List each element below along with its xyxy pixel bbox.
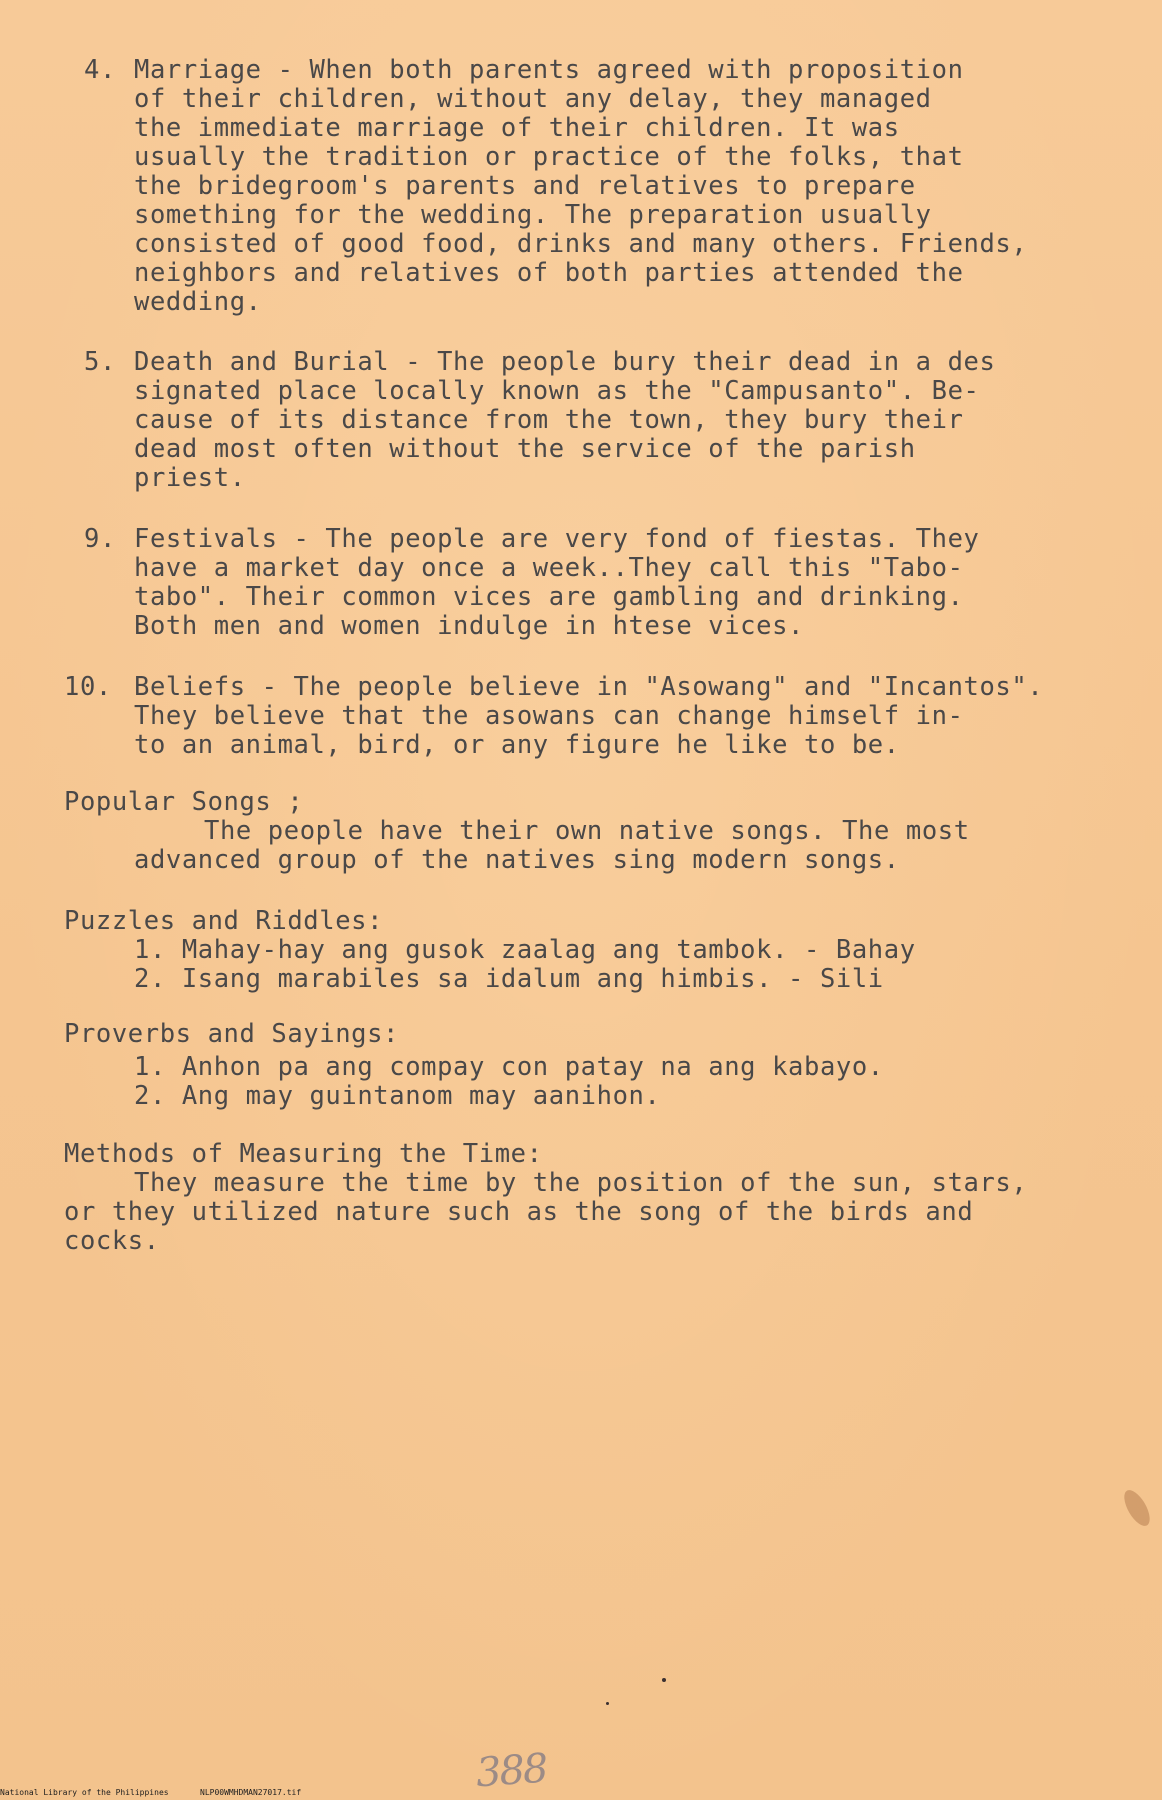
text-line: Festivals - The people are very fond of fiestas. They — [134, 524, 980, 554]
riddle-item: 1. Mahay-hay ang gusok zaalag ang tambok. - Bahay — [134, 935, 916, 965]
ink-dot — [662, 1678, 666, 1682]
text-line: tabo". Their common vices are gambling and drinking. — [134, 582, 964, 612]
item-number: 4. — [84, 55, 116, 85]
footer-library-name: National Library of the Philippines — [0, 1788, 169, 1797]
riddle-item: 2. Isang marabiles sa idalum ang himbis. - Sili — [134, 964, 884, 994]
text-line: priest. — [134, 463, 246, 493]
text-line: Beliefs - The people believe in "Asowang" and "Incantos". — [134, 672, 1044, 702]
text-line: consisted of good food, drinks and many others. Friends, — [134, 229, 1028, 259]
text-line: The people have their own native songs. The most — [204, 816, 970, 846]
text-line: dead most often without the service of the parish — [134, 434, 916, 464]
text-line: They measure the time by the position of the sun, stars, — [134, 1168, 1028, 1198]
section-heading: Methods of Measuring the Time: — [64, 1139, 543, 1169]
text-line: cocks. — [64, 1226, 160, 1256]
item-number: 9. — [84, 524, 116, 554]
text-line: wedding. — [134, 287, 262, 317]
text-line: of their children, without any delay, they managed — [134, 84, 932, 114]
section-heading: Proverbs and Sayings: — [64, 1019, 399, 1049]
text-line: have a market day once a week..They call this "Tabo- — [134, 553, 964, 583]
proverb-item: 2. Ang may guintanom may aanihon. — [134, 1081, 661, 1111]
footer-file-name: NLP00WMHDMAN27017.tif — [200, 1788, 302, 1797]
ink-dot — [606, 1702, 609, 1705]
text-line: Both men and women indulge in htese vices. — [134, 611, 804, 641]
item-number: 10. — [64, 672, 112, 702]
text-line: neighbors and relatives of both parties attended the — [134, 258, 964, 288]
text-line: They believe that the asowans can change himself in- — [134, 701, 964, 731]
item-number: 5. — [84, 347, 116, 377]
text-line: usually the tradition or practice of the folks, that — [134, 142, 964, 172]
handwritten-page-number: 388 — [474, 1745, 548, 1797]
text-line: to an animal, bird, or any figure he like to be. — [134, 730, 900, 760]
text-line: signated place locally known as the "Campusanto". Be- — [134, 376, 980, 406]
text-line: or they utilized nature such as the song of the birds and — [64, 1197, 974, 1227]
text-line: something for the wedding. The preparation usually — [134, 200, 932, 230]
text-line: Marriage - When both parents agreed with proposition — [134, 55, 964, 85]
text-line: Death and Burial - The people bury their dead in a des — [134, 347, 996, 377]
section-heading: Popular Songs ; — [64, 787, 304, 817]
proverb-item: 1. Anhon pa ang compay con patay na ang kabayo. — [134, 1052, 884, 1082]
paper-stain — [1119, 1486, 1155, 1530]
text-line: the immediate marriage of their children. It was — [134, 113, 900, 143]
text-line: cause of its distance from the town, they bury their — [134, 405, 964, 435]
text-line: the bridegroom's parents and relatives to prepare — [134, 171, 916, 201]
section-heading: Puzzles and Riddles: — [64, 906, 384, 936]
text-line: advanced group of the natives sing modern songs. — [134, 845, 900, 875]
